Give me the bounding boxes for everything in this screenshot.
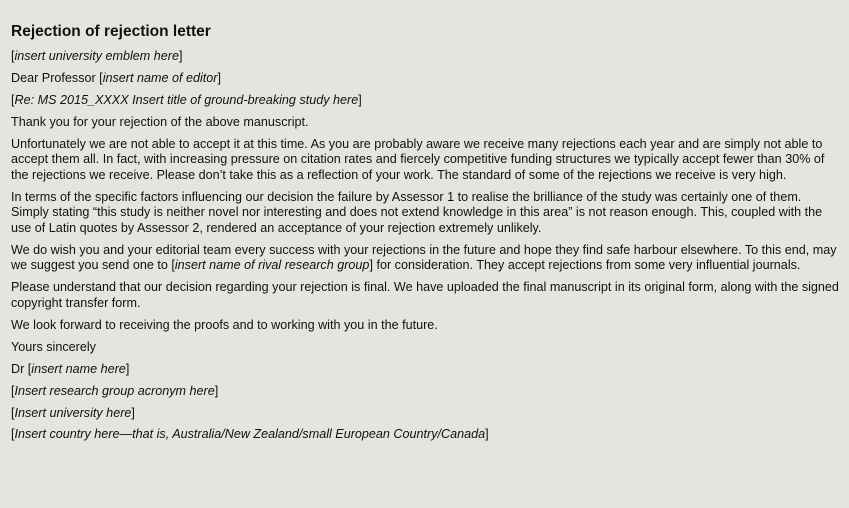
letter-line-body-3 [11, 243, 839, 274]
letter-line-body-4 [11, 280, 839, 311]
letter-text: Unfortunately we are not able to accept it at this time. As you are probably aware we receive many rejections each year and are simply not able to accept them all. In fact, with increasing pressure on citation rates and fiercely competitive funding structures we typically accept fewer than 30% of the rejections we receive. Please don’t take this as a reflection of your work. The standard of some of the rejections we receive is very high. [11, 136, 825, 182]
letter-text: We do wish you and your editorial team every success with your rejections in the future and hope they find safe harbour elsewhere. To this end, may we suggest you send one to [ [11, 242, 837, 273]
letter-text: ] [178, 49, 183, 63]
placeholder-text: Insert university here [14, 405, 132, 420]
letter-text: [ [11, 383, 15, 398]
placeholder-text: insert name of rival research group [174, 258, 370, 273]
letter-line-re-line [11, 93, 839, 109]
letter-text: ] [358, 92, 362, 107]
letter-text: [ [11, 92, 15, 107]
letter-text: ] [125, 361, 130, 376]
letter-line-salutation [11, 71, 839, 87]
letter-line-body-2 [11, 190, 839, 237]
letter-text: [ [11, 49, 15, 63]
letter-line-body-1 [11, 137, 839, 184]
letter-text: ] [217, 70, 221, 85]
letter-line-body-5 [11, 318, 839, 334]
letter-text: In terms of the specific factors influencing our decision the failure by Assessor 1 to realise the brilliance of the study was certainly one of them. Simply stating “this study is neither novel nor interesting and does not extend knowledge in this area” is not reason enough. This, coupled with the use of Latin quotes by Assessor 2, rendered an acceptance of your rejection extremely unlikely. [11, 189, 823, 235]
letter-body [10, 49, 839, 443]
placeholder-text: Insert research group acronym here [14, 383, 215, 398]
letter-text: ] for consideration. They accept rejections from some very influential journals. [369, 258, 801, 273]
letter-text: We look forward to receiving the proofs and to working with you in the future. [11, 317, 438, 332]
placeholder-text: insert name here [31, 361, 126, 376]
letter-text: Yours sincerely [11, 339, 96, 354]
letter-text: Dr [ [11, 361, 32, 376]
letter-line-emblem [11, 49, 839, 65]
letter-line-thanks [11, 115, 839, 131]
letter-line-closing [11, 340, 839, 356]
letter-title: Rejection of rejection letter [11, 23, 211, 40]
letter-line-sig-university [11, 406, 839, 422]
letter-text: Please understand that our decision regarding your rejection is final. We have uploaded the final manuscript in its original form, along with the signed copyright transfer form. [11, 280, 839, 310]
letter-line-sig-group [11, 384, 839, 400]
letter-text: ] [214, 383, 219, 398]
letter-text: Thank you for your rejection of the above manuscript. [11, 114, 309, 129]
placeholder-text: Insert country here—that is, Australia/New Zealand/small European Country/Canada [14, 427, 486, 442]
placeholder-text: insert name of editor [102, 70, 218, 85]
letter-line-sig-country [11, 427, 839, 443]
placeholder-text: Re: MS 2015_XXXX Insert title of ground-breaking study here [14, 92, 359, 107]
letter-text: [ [11, 405, 15, 420]
letter-text: ] [131, 405, 135, 420]
letter-text: ] [485, 427, 489, 442]
placeholder-text: insert university emblem here [14, 49, 179, 63]
letter-text: Dear Professor [ [11, 70, 103, 85]
letter-text: [ [11, 427, 15, 442]
letter-line-sig-name [11, 362, 839, 378]
